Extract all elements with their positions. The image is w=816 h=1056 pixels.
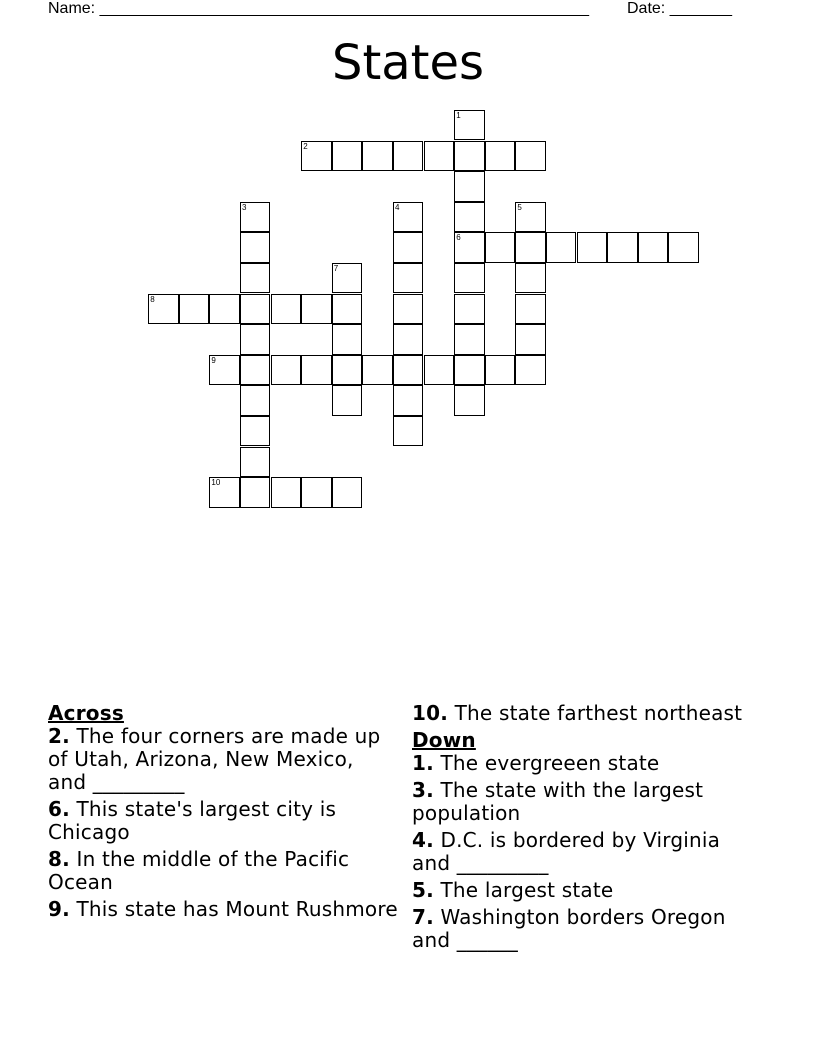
grid-cell[interactable] <box>332 141 362 171</box>
grid-cell[interactable] <box>454 171 484 201</box>
grid-cell[interactable] <box>240 232 270 262</box>
cell-number: 2 <box>303 141 308 151</box>
grid-cell[interactable] <box>240 294 270 324</box>
grid-cell[interactable] <box>485 232 515 262</box>
grid-cell[interactable] <box>393 202 423 232</box>
grid-cell[interactable] <box>485 355 515 385</box>
cell-number: 9 <box>211 355 216 365</box>
cell-number: 10 <box>211 478 221 488</box>
grid-cell[interactable] <box>454 202 484 232</box>
grid-cell[interactable] <box>454 110 484 140</box>
grid-cell[interactable] <box>424 355 454 385</box>
clue-number: 10. <box>412 701 449 725</box>
grid-cell[interactable] <box>332 385 362 415</box>
cell-number: 3 <box>242 202 247 212</box>
clue-number: 8. <box>48 847 70 871</box>
grid-cell[interactable] <box>393 355 423 385</box>
clue-down-1 <box>412 752 762 775</box>
clue-text: This state's largest city is Chicago <box>48 797 337 844</box>
clue-text: The evergreeen state <box>433 751 660 775</box>
grid-cell[interactable] <box>301 294 331 324</box>
grid-cell[interactable] <box>393 141 423 171</box>
grid-cell[interactable] <box>240 385 270 415</box>
clue-text: This state has Mount Rushmore <box>69 897 398 921</box>
grid-cell[interactable] <box>240 202 270 232</box>
grid-cell[interactable] <box>485 141 515 171</box>
grid-cell[interactable] <box>362 141 392 171</box>
grid-cell[interactable] <box>209 355 239 385</box>
grid-cell[interactable] <box>301 477 331 507</box>
grid-cell[interactable] <box>271 355 301 385</box>
grid-cell[interactable] <box>515 355 545 385</box>
grid-cell[interactable] <box>332 355 362 385</box>
grid-cell[interactable] <box>271 294 301 324</box>
grid-cell[interactable] <box>515 324 545 354</box>
grid-cell[interactable] <box>393 385 423 415</box>
grid-cell[interactable] <box>332 477 362 507</box>
puzzle-title: States <box>331 35 485 91</box>
grid-cell[interactable] <box>454 141 484 171</box>
clue-number: 9. <box>48 897 70 921</box>
clues-right-column <box>412 702 762 956</box>
grid-cell[interactable] <box>668 232 698 262</box>
clue-number: 3. <box>412 778 434 802</box>
date-field-line: Date: _______ <box>627 0 732 17</box>
clue-text: Washington borders Oregon and ______ <box>412 905 726 952</box>
grid-cell[interactable] <box>393 324 423 354</box>
grid-cell[interactable] <box>393 263 423 293</box>
grid-cell[interactable] <box>332 294 362 324</box>
grid-cell[interactable] <box>301 141 331 171</box>
grid-cell[interactable] <box>332 324 362 354</box>
grid-cell[interactable] <box>515 263 545 293</box>
down-heading: Down <box>412 728 476 752</box>
clue-across-2 <box>48 725 398 794</box>
grid-cell[interactable] <box>240 355 270 385</box>
grid-cell[interactable] <box>454 324 484 354</box>
grid-cell[interactable] <box>454 232 484 262</box>
clue-number: 7. <box>412 905 434 929</box>
cell-number: 4 <box>395 202 400 212</box>
name-field-line: Name: _______________________________________________________ <box>48 0 589 17</box>
across-heading: Across <box>48 701 124 725</box>
cell-number: 8 <box>150 294 155 304</box>
grid-cell[interactable] <box>332 263 362 293</box>
clue-number: 1. <box>412 751 434 775</box>
cell-number: 1 <box>456 111 461 120</box>
clue-number: 4. <box>412 828 434 852</box>
clue-text: The state with the largest population <box>412 778 704 825</box>
clue-down-5 <box>412 879 762 902</box>
clue-text: The largest state <box>433 878 614 902</box>
grid-cell[interactable] <box>515 141 545 171</box>
clue-number: 5. <box>412 878 434 902</box>
grid-cell[interactable] <box>607 232 637 262</box>
grid-cell[interactable] <box>454 263 484 293</box>
grid-cell[interactable] <box>454 355 484 385</box>
grid-cell[interactable] <box>393 416 423 446</box>
grid-cell[interactable] <box>546 232 576 262</box>
grid-cell[interactable] <box>454 294 484 324</box>
grid-cell[interactable] <box>240 477 270 507</box>
grid-cell[interactable] <box>209 294 239 324</box>
grid-cell[interactable] <box>454 385 484 415</box>
grid-cell[interactable] <box>209 477 239 507</box>
clue-down-4 <box>412 829 762 875</box>
clue-number: 6. <box>48 797 70 821</box>
grid-cell[interactable] <box>240 416 270 446</box>
grid-cell[interactable] <box>515 294 545 324</box>
grid-cell[interactable] <box>515 232 545 262</box>
grid-cell[interactable] <box>271 477 301 507</box>
grid-cell[interactable] <box>424 141 454 171</box>
clue-across-6 <box>48 798 398 844</box>
cell-number: 5 <box>517 202 522 212</box>
grid-cell[interactable] <box>148 294 178 324</box>
grid-cell[interactable] <box>515 202 545 232</box>
clue-across-10 <box>412 702 762 725</box>
grid-cell[interactable] <box>179 294 209 324</box>
clue-across-9 <box>48 898 398 921</box>
clue-text: The state farthest northeast <box>448 701 743 725</box>
cell-number: 7 <box>333 264 339 273</box>
grid-cell[interactable] <box>577 232 607 262</box>
clue-number: 2. <box>48 724 70 748</box>
grid-cell[interactable] <box>301 355 331 385</box>
cell-number: 6 <box>456 233 461 243</box>
grid-cell[interactable] <box>638 232 668 262</box>
clue-down-3 <box>412 779 762 825</box>
clue-text: In the middle of the Pacific Ocean <box>48 847 350 894</box>
clue-down-7 <box>412 906 762 952</box>
grid-cell[interactable] <box>240 263 270 293</box>
clue-text: The four corners are made up of Utah, Arizona, New Mexico, and _________ <box>48 724 381 794</box>
clue-across-8 <box>48 848 398 894</box>
grid-cell[interactable] <box>362 355 392 385</box>
clue-text: D.C. is bordered by Virginia and _________ <box>412 828 721 875</box>
grid-cell[interactable] <box>240 447 270 477</box>
grid-cell[interactable] <box>240 324 270 354</box>
grid-cell[interactable] <box>393 232 423 262</box>
clues-left-column <box>48 702 398 925</box>
grid-cell[interactable] <box>393 294 423 324</box>
